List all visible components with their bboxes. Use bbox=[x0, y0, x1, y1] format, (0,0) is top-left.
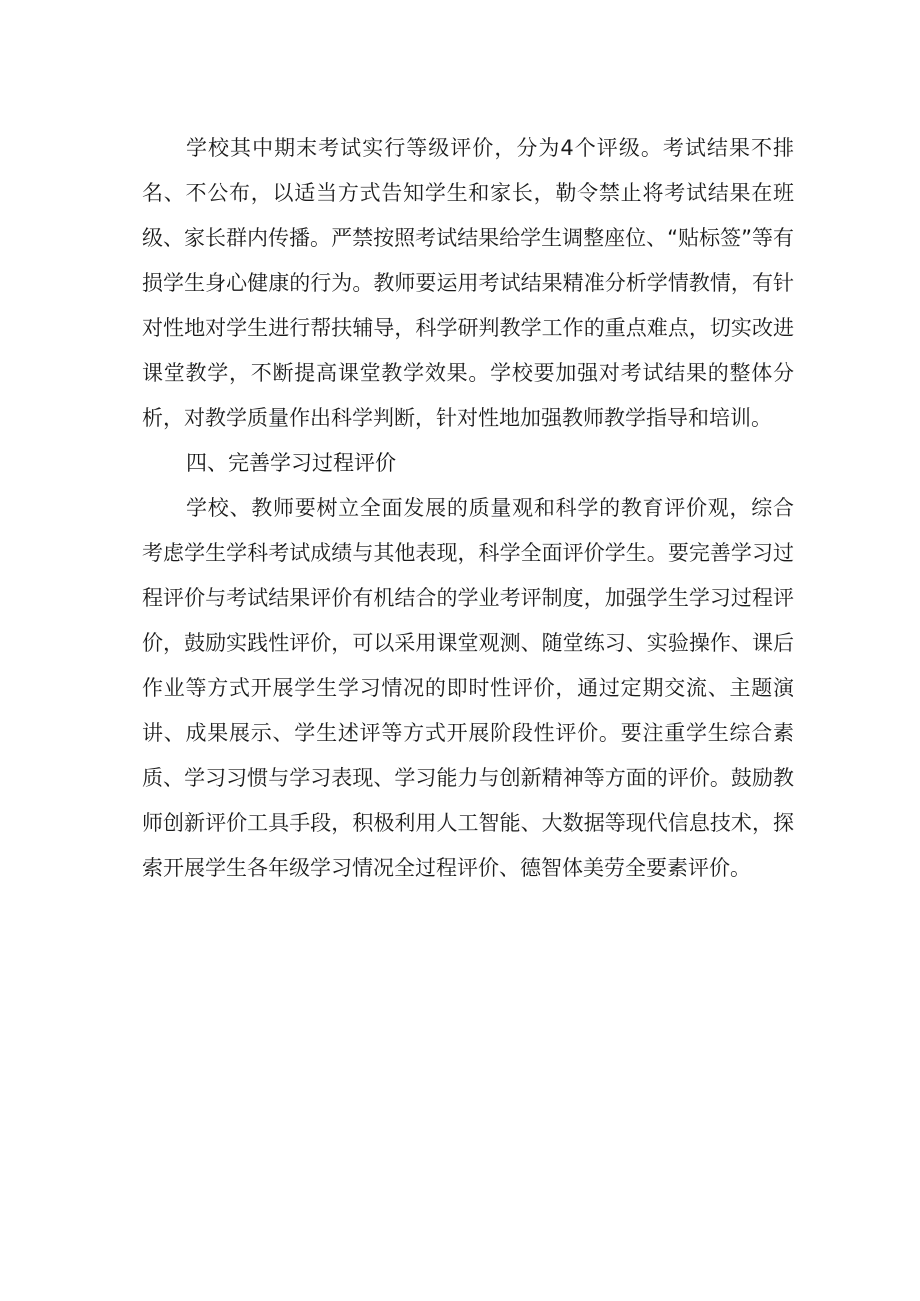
section-heading-learning-process-evaluation: 四、完善学习过程评价 bbox=[186, 451, 396, 475]
document-body bbox=[142, 126, 794, 891]
paragraph-process-evaluation: 学校、教师要树立全面发展的质量观和科学的教育评价观，综合考虑学生学科考试成绩与其他表现，科学全面评价学生。要完善学习过程评价与考试结果评价有机结合的学业考评制度，加强学生学习过程评价，鼓励实践性评价，可以采用课堂观测、随堂练习、实验操作、课后作业等方式开展学生学习情况的即时性评价，通过定期交流、主题演讲、成果展示、学生述评等方式开展阶段性评价。要注重学生综合素质、学习习惯与学习表现、学习能力与创新精神等方面的评价。鼓励教师创新评价工具手段，积极利用人工智能、大数据等现代信息技术，探索开展学生各年级学习情况全过程评价、德智体美劳全要素评价。 bbox=[142, 496, 794, 880]
paragraph-exam-results: 学校其中期末考试实行等级评价，分为4个评级。考试结果不排名、不公布，以适当方式告知学生和家长，勒令禁止将考试结果在班级、家长群内传播。严禁按照考试结果给学生调整座位、“贴标签”等有损学生身心健康的行为。教师要运用考试结果精准分析学情教情，有针对性地对学生进行帮扶辅导，科学研判教学工作的重点难点，切实改进课堂教学，不断提高课堂教学效果。学校要加强对考试结果的整体分析，对教学质量作出科学判断，针对性地加强教师教学指导和培训。 bbox=[142, 136, 794, 430]
